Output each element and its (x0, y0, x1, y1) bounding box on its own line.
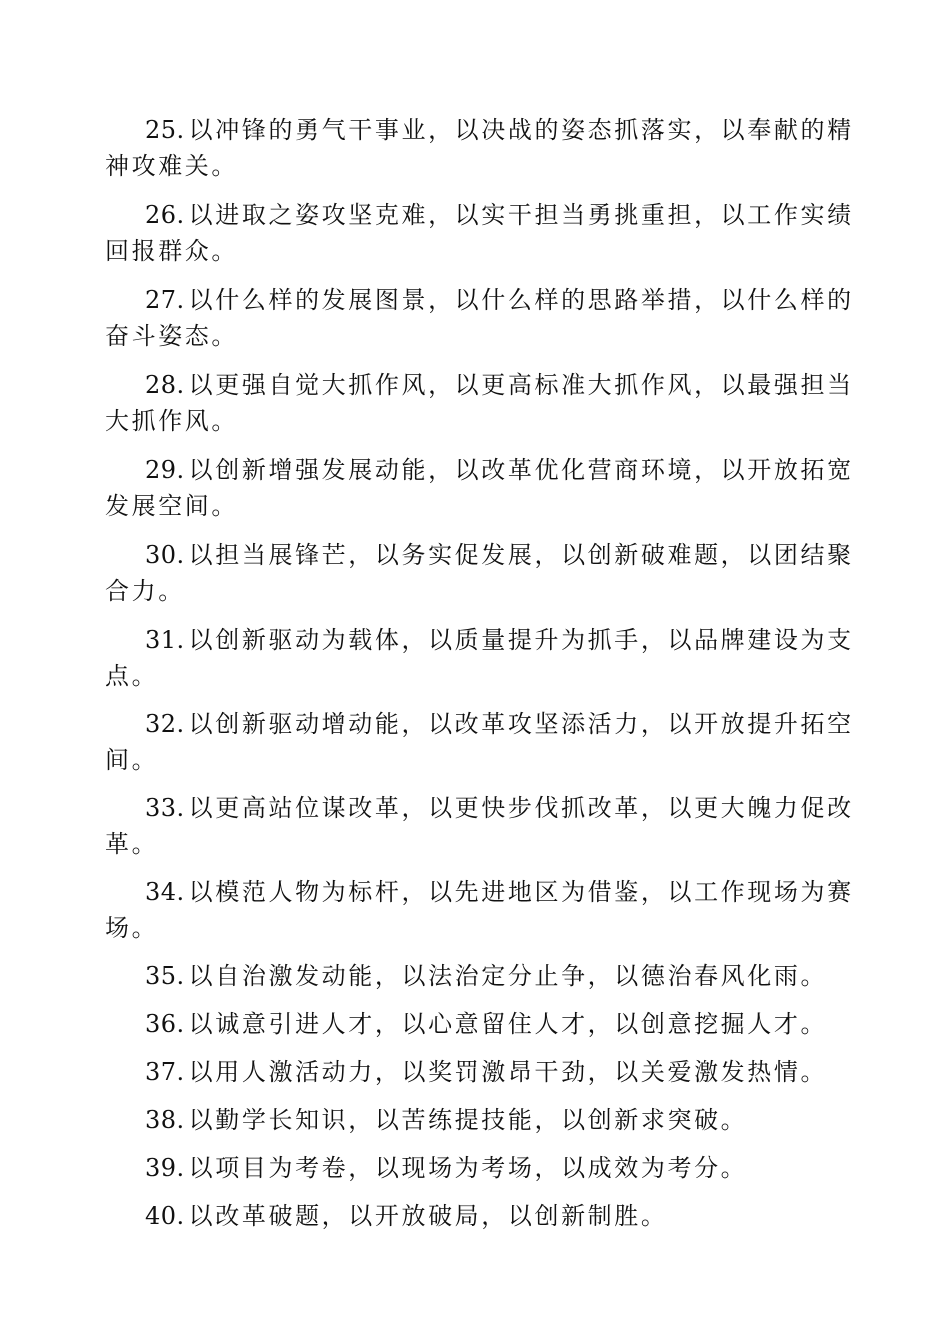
item-text: 以担当展锋芒，以务实促发展，以创新破难题，以团结聚合力。 (105, 541, 854, 605)
item-text: 以项目为考卷，以现场为考场，以成效为考分。 (188, 1154, 748, 1182)
item-text: 以创新增强发展动能，以改革优化营商环境，以开放拓宽发展空间。 (105, 456, 854, 520)
item-number: 38. (145, 1106, 185, 1134)
list-item (105, 282, 867, 354)
list-item (105, 197, 867, 269)
item-number: 29. (145, 456, 185, 484)
item-number: 35. (145, 962, 185, 990)
list-item (105, 790, 867, 862)
list-item (105, 367, 867, 439)
item-number: 31. (145, 626, 185, 654)
list-item (105, 1054, 867, 1090)
list-item (105, 1198, 867, 1234)
item-number: 27. (145, 286, 185, 314)
item-text: 以进取之姿攻坚克难，以实干担当勇挑重担，以工作实绩回报群众。 (105, 201, 854, 265)
item-number: 30. (145, 541, 185, 569)
item-text: 以用人激活动力，以奖罚激昂干劲，以关爱激发热情。 (188, 1058, 828, 1086)
item-number: 36. (145, 1010, 185, 1038)
item-text: 以更高站位谋改革，以更快步伐抓改革，以更大魄力促改革。 (105, 794, 854, 858)
item-text: 以冲锋的勇气干事业，以决战的姿态抓落实，以奉献的精神攻难关。 (105, 116, 854, 180)
item-number: 34. (145, 878, 185, 906)
list-item (105, 1102, 867, 1138)
list-item (105, 1006, 867, 1042)
list-item (105, 452, 867, 524)
item-text: 以创新驱动为载体，以质量提升为抓手，以品牌建设为支点。 (105, 626, 854, 690)
list-item (105, 874, 867, 946)
item-text: 以什么样的发展图景，以什么样的思路举措，以什么样的奋斗姿态。 (105, 286, 854, 350)
item-number: 32. (145, 710, 185, 738)
item-text: 以勤学长知识，以苦练提技能，以创新求突破。 (188, 1106, 748, 1134)
item-text: 以改革破题，以开放破局，以创新制胜。 (188, 1202, 668, 1230)
item-number: 28. (145, 371, 185, 399)
item-text: 以模范人物为标杆，以先进地区为借鉴，以工作现场为赛场。 (105, 878, 854, 942)
item-number: 26. (145, 201, 185, 229)
item-number: 25. (145, 116, 185, 144)
item-number: 39. (145, 1154, 185, 1182)
item-text: 以自治激发动能，以法治定分止争，以德治春风化雨。 (188, 962, 828, 990)
item-number: 40. (145, 1202, 185, 1230)
list-item (105, 958, 867, 994)
item-text: 以更强自觉大抓作风，以更高标准大抓作风，以最强担当大抓作风。 (105, 371, 854, 435)
item-number: 37. (145, 1058, 185, 1086)
list-item (105, 706, 867, 778)
list-item (105, 1150, 867, 1186)
list-item (105, 537, 867, 609)
item-text: 以诚意引进人才，以心意留住人才，以创意挖掘人才。 (188, 1010, 828, 1038)
list-item (105, 622, 867, 694)
item-text: 以创新驱动增动能，以改革攻坚添活力，以开放提升拓空间。 (105, 710, 854, 774)
item-number: 33. (145, 794, 185, 822)
list-item (105, 112, 867, 184)
document-page (105, 112, 867, 1246)
